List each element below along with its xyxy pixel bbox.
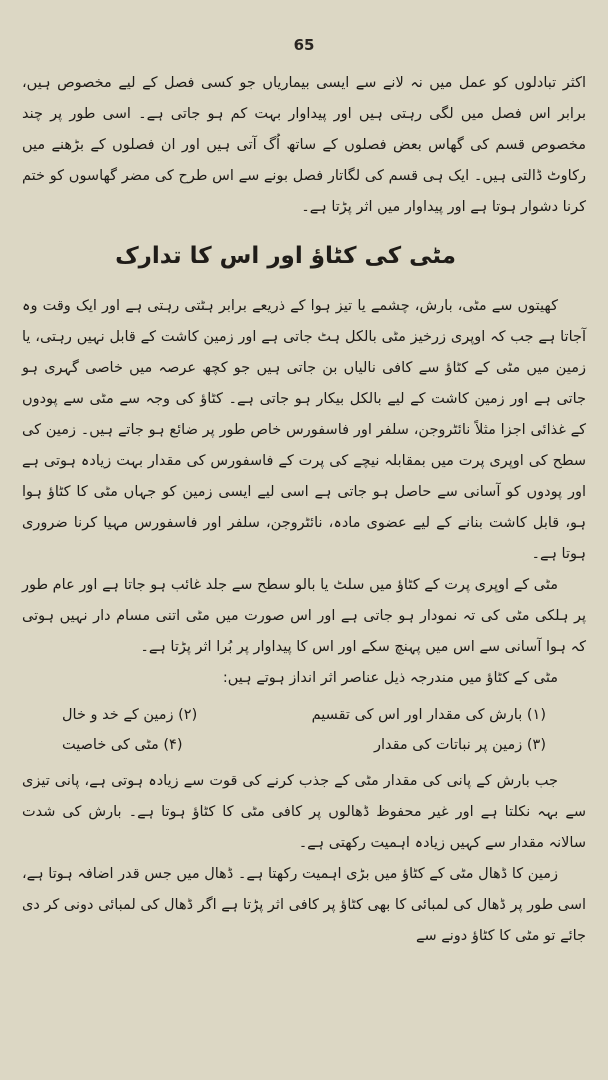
list-item: (۲) زمین کے خد و خال [62, 707, 198, 723]
paragraph: زمین کا ڈھال مٹی کے کٹاؤ میں بڑی اہمیت رکھتا ہے۔ ڈھال میں جس قدر اضافہ ہوتا ہے، اسی طور پر ڈھال کی لمبائی کا بھی کٹاؤ پر کافی اثر پڑتا ہے اگر ڈھال کی لمبائی دونی کر دی جائے تو مٹی کا کٹاؤ دونے سے [21, 866, 586, 944]
paragraph: مٹی کے کٹاؤ میں مندرجہ ذیل عناصر اثر انداز ہوتے ہیں: [222, 670, 558, 686]
paragraph: مٹی کے اوپری پرت کے کٹاؤ میں سلٹ یا بالو سطح سے جلد غائب ہو جاتا ہے اور عام طور پر ہلکی مٹی کی تہ نمودار ہو جاتی ہے اور اس صورت میں مٹی اتنی مسام دار نہیں ہوتی کہ ہوا آسانی سے اس میں پہنچ سکے اور اس کا پیداوار پر بُرا اثر پڑتا ہے۔ [22, 577, 586, 655]
list-item: (۴) مٹی کی خاصیت [62, 737, 183, 753]
page-number: 65 [293, 36, 315, 54]
list-row [22, 700, 586, 730]
page-body [22, 68, 586, 952]
factors-list [22, 700, 586, 760]
paragraph: کھیتوں سے مٹی، بارش، چشمے یا تیز ہوا کے ذریعے برابر ہٹتی رہتی ہے اور ایک وقت وہ آجاتا ہے جب کہ اوپری زرخیز مٹی بالکل ہٹ جاتی ہے اور زمین کاشت کے قابل نہیں رہتی، یا زمین میں مٹی کے کٹاؤ سے کافی نالیاں بن جاتی ہیں جو کچھ عرصہ میں خاصی گہری ہو جاتی ہے اور زمین کاشت کے لیے بالکل بیکار ہو جاتی ہے۔ کٹاؤ کی وجہ سے مٹی سے پودوں کے غذائی اجزا مثلاً نائٹروجن، سلفر اور فاسفورس خاص طور پر ضائع ہو جاتے ہیں۔ زمین کی سطح کی اوپری پرت میں بمقابلہ نیچے کی پرت کے فاسفورس کی مقدار بہت زیادہ ہوتی ہے اور پودوں کو آسانی سے حاصل ہو جاتی ہے اسی لیے ایسی زمین کو جہاں مٹی کا کٹاؤ ہوا ہو، قابل کاشت بنانے کے لیے عضوی مادہ، نائٹروجن، سلفر اور فاسفورس مہیا کرنا ضروری ہوتا ہے۔ [22, 298, 586, 562]
section-heading: مٹی کی کٹاؤ اور اس کا تدارک [115, 243, 456, 269]
list-row [22, 730, 586, 760]
list-item: (۱) بارش کی مقدار اور اس کی تقسیم [311, 707, 546, 723]
paragraph: اکثر تبادلوں کو عمل میں نہ لانے سے ایسی بیماریاں جو کسی فصل کے لیے مخصوص ہیں، برابر اس فصل میں لگی رہتی ہیں اور پیداوار بہت کم ہو جاتی ہے۔ اسی طور پر چند مخصوص قسم کی گھاس بعض فصلوں کے ساتھ اُگ آتی ہیں اور ان فصلوں کے بڑھنے میں رکاوٹ ڈالتی ہیں۔ ایک ہی قسم کی لگاتار فصل بونے سے اس طرح کی مضر گھاسوں کو ختم کرنا دشوار ہوتا ہے اور پیداوار میں اثر پڑتا ہے۔ [22, 75, 586, 215]
paragraph: جب بارش کے پانی کی مقدار مٹی کے جذب کرنے کی قوت سے زیادہ ہوتی ہے، پانی تیزی سے بہہ نکلتا ہے اور غیر محفوظ ڈھالوں پر کافی مٹی کا کٹاؤ ہوتا ہے۔ بارش کی شدت سالانہ مقدار سے کہیں زیادہ اہمیت رکھتی ہے۔ [22, 773, 586, 851]
list-item: (۳) زمین پر نباتات کی مقدار [373, 737, 546, 753]
